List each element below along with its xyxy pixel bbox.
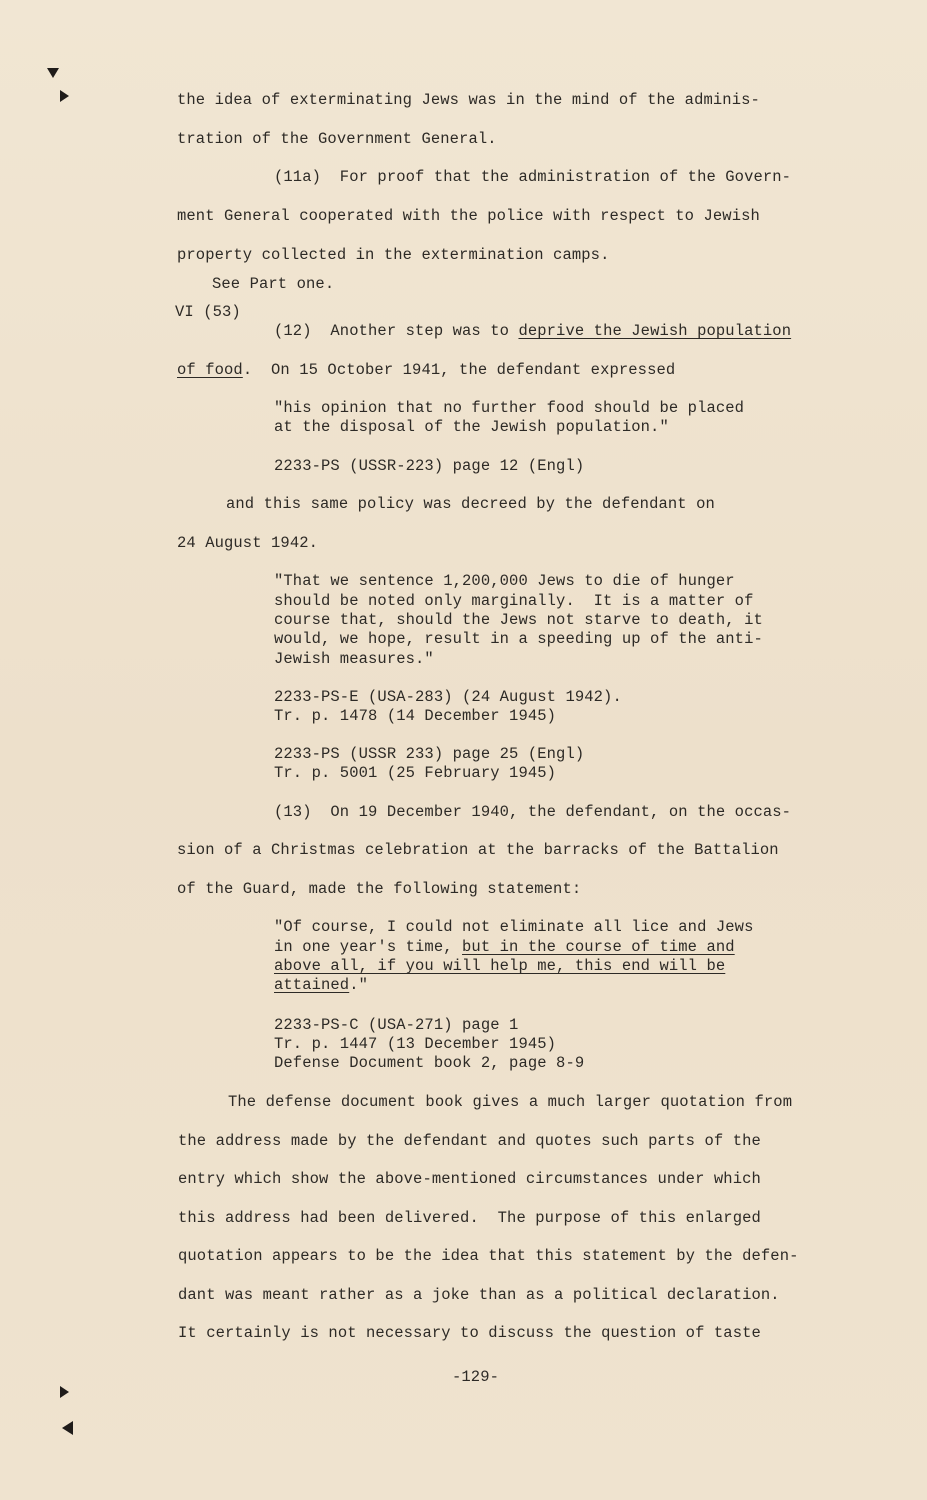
body-line: quotation appears to be the idea that this statement by the defen- bbox=[178, 1247, 799, 1265]
citation: 2233-PS (USSR-223) page 12 (Engl) bbox=[274, 457, 585, 475]
quotation-line: "Of course, I could not eliminate all lice and Jews bbox=[274, 918, 754, 936]
body-line: 24 August 1942. bbox=[177, 534, 319, 552]
quotation-line: at the disposal of the Jewish population." bbox=[274, 418, 669, 436]
body-line: The defense document book gives a much larger quotation from bbox=[228, 1093, 793, 1111]
quotation-line: "That we sentence 1,200,000 Jews to die of hunger bbox=[274, 572, 735, 590]
quotation-line: Jewish measures." bbox=[274, 650, 434, 668]
cross-reference: See Part one. bbox=[212, 275, 335, 293]
body-line: ment General cooperated with the police with respect to Jewish bbox=[177, 207, 760, 225]
underlined-phrase: attained bbox=[274, 976, 350, 994]
quotation-line: would, we hope, result in a speeding up of the anti- bbox=[274, 630, 763, 648]
body-line: entry which show the above-mentioned circumstances under which bbox=[178, 1170, 761, 1188]
body-line: of food. On 15 October 1941, the defendant expressed bbox=[177, 361, 676, 379]
section-reference: VI (53) bbox=[175, 303, 241, 321]
body-line: of the Guard, made the following statement: bbox=[177, 880, 582, 898]
citation: Tr. p. 5001 (25 February 1945) bbox=[274, 764, 557, 782]
quotation-line: course that, should the Jews not starve to death, it bbox=[274, 611, 763, 629]
quotation-line: above all, if you will help me, this end will be bbox=[274, 957, 726, 975]
body-line: the idea of exterminating Jews was in the mind of the adminis- bbox=[177, 91, 760, 109]
citation: Tr. p. 1478 (14 December 1945) bbox=[274, 707, 557, 725]
quotation-line: attained." bbox=[274, 976, 369, 994]
quotation-line: "his opinion that no further food should be placed bbox=[274, 399, 745, 417]
body-line: (12) Another step was to deprive the Jewish population bbox=[274, 322, 792, 340]
body-line: (13) On 19 December 1940, the defendant, on the occas- bbox=[274, 803, 792, 821]
page-number: -129- bbox=[452, 1368, 500, 1386]
underlined-phrase: of food bbox=[177, 361, 243, 379]
punch-hole-bottom-icon bbox=[62, 1421, 73, 1435]
punch-hole-top-icon bbox=[60, 90, 69, 102]
quotation-line: in one year's time, but in the course of time and bbox=[274, 938, 735, 956]
citation: Tr. p. 1447 (13 December 1945) bbox=[274, 1035, 557, 1053]
citation: 2233-PS-C (USA-271) page 1 bbox=[274, 1016, 519, 1034]
quotation-line: should be noted only marginally. It is a matter of bbox=[274, 592, 754, 610]
body-line: It certainly is not necessary to discuss the question of taste bbox=[178, 1324, 761, 1342]
punch-hole-bottom-icon bbox=[60, 1386, 69, 1398]
body-line: and this same policy was decreed by the defendant on bbox=[226, 495, 715, 513]
body-line: dant was meant rather as a joke than as a political declaration. bbox=[178, 1286, 780, 1304]
body-line: this address had been delivered. The purpose of this enlarged bbox=[178, 1209, 761, 1227]
citation: 2233-PS (USSR 233) page 25 (Engl) bbox=[274, 745, 585, 763]
body-line: sion of a Christmas celebration at the barracks of the Battalion bbox=[177, 841, 779, 859]
body-line: property collected in the extermination camps. bbox=[177, 246, 610, 264]
body-line: the address made by the defendant and quotes such parts of the bbox=[178, 1132, 761, 1150]
body-line: tration of the Government General. bbox=[177, 130, 497, 148]
underlined-phrase: but in the course of time and bbox=[462, 938, 735, 956]
citation: Defense Document book 2, page 8-9 bbox=[274, 1054, 585, 1072]
citation: 2233-PS-E (USA-283) (24 August 1942). bbox=[274, 688, 622, 706]
punch-hole-top-icon bbox=[47, 68, 59, 78]
underlined-phrase: deprive the Jewish population bbox=[518, 322, 792, 340]
body-line: (11a) For proof that the administration of the Govern- bbox=[274, 168, 792, 186]
